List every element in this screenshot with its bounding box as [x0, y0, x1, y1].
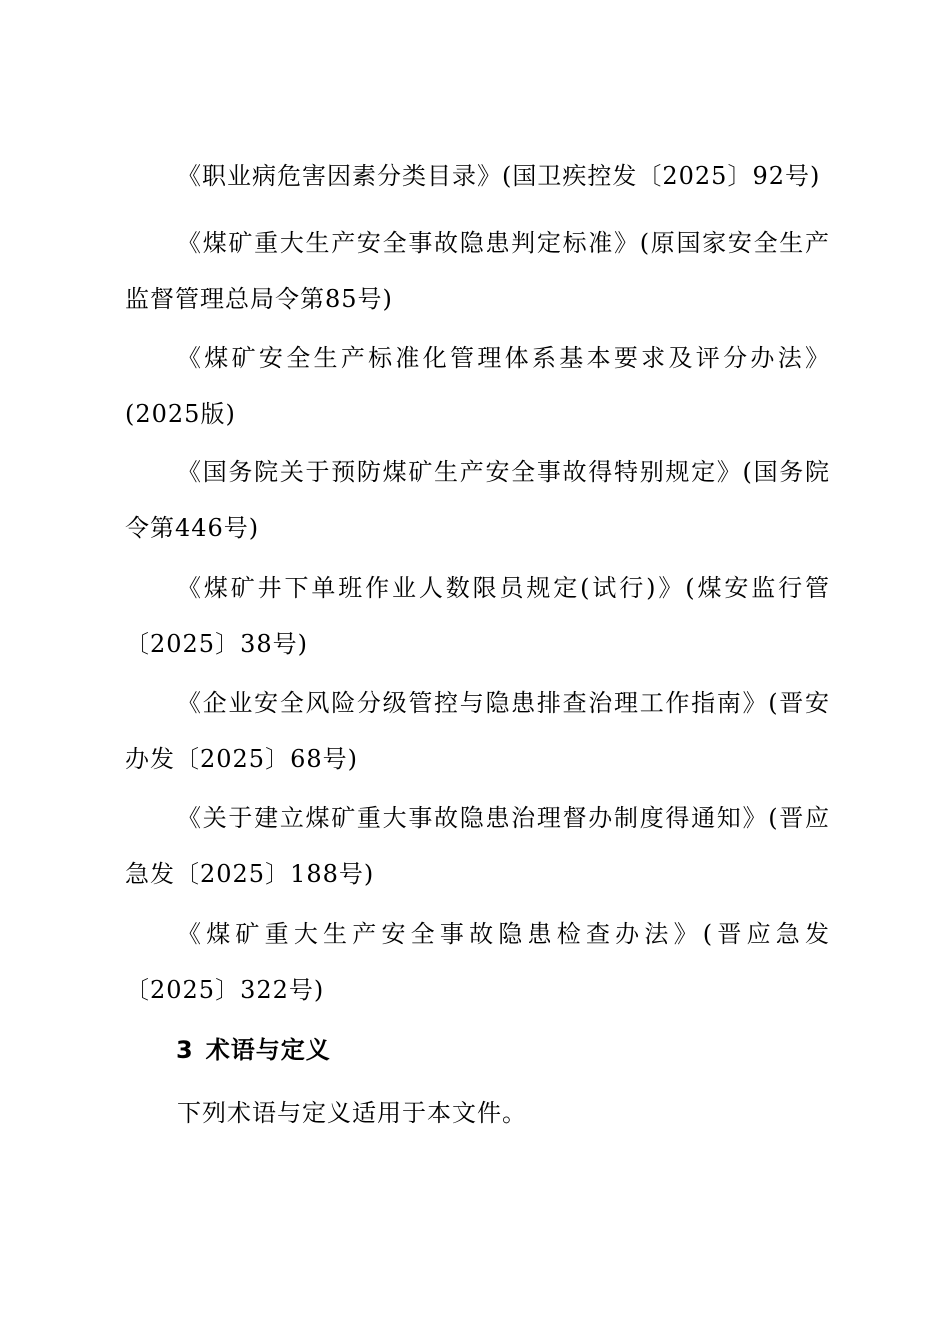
section-title: 术语与定义 [205, 1036, 331, 1064]
reference-item-1: 《职业病危害因素分类目录》(国卫疾控发〔2025〕92号) [177, 162, 821, 190]
reference-item-4: 《国务院关于预防煤矿生产安全事故得特别规定》(国务院令第446号) [125, 458, 830, 542]
reference-item-5: 《煤矿井下单班作业人数限员规定(试行)》(煤安监行管〔2025〕38号) [125, 574, 830, 658]
section-heading [176, 1030, 331, 1070]
reference-item-2: 《煤矿重大生产安全事故隐患判定标准》(原国家安全生产监督管理总局令第85号) [125, 229, 830, 313]
section-number: 3 [176, 1036, 194, 1064]
reference-item-6: 《企业安全风险分级管控与隐患排查治理工作指南》(晋安办发〔2025〕68号) [125, 689, 830, 773]
reference-item-3: 《煤矿安全生产标准化管理体系基本要求及评分办法》(2025版) [125, 344, 830, 428]
reference-item-8: 《煤矿重大生产安全事故隐患检查办法》(晋应急发〔2025〕322号) [125, 920, 830, 1004]
reference-item-7: 《关于建立煤矿重大事故隐患治理督办制度得通知》(晋应急发〔2025〕188号) [125, 804, 830, 888]
intro-paragraph: 下列术语与定义适用于本文件。 [177, 1099, 527, 1127]
